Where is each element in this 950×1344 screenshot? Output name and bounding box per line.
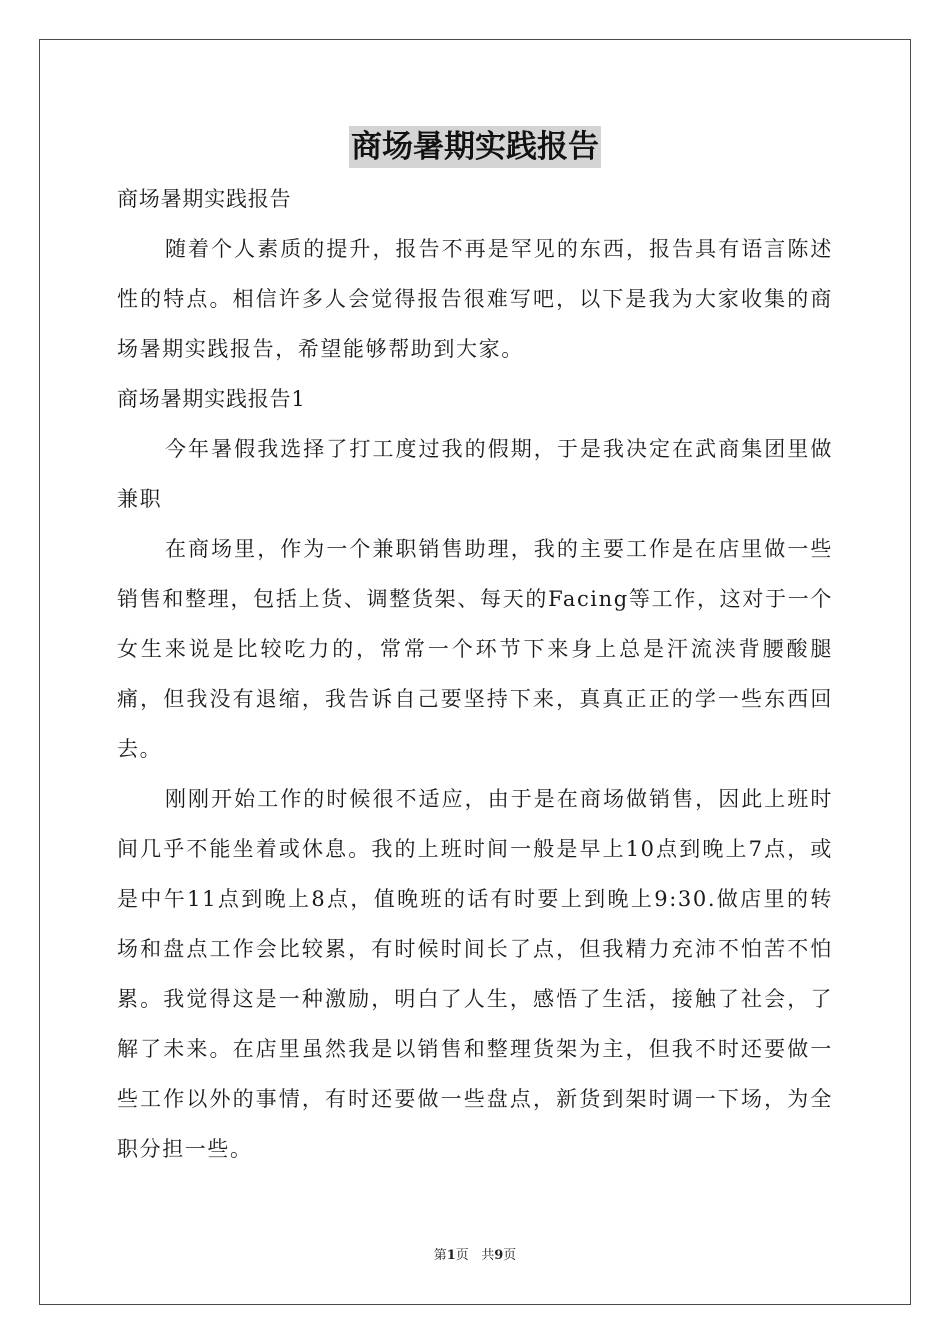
footer-total-suffix: 页 — [503, 1248, 517, 1263]
footer-total-pages: 9 — [494, 1248, 504, 1263]
paragraph-3: 刚刚开始工作的时候很不适应，由于是在商场做销售，因此上班时间几乎不能坐着或休息。我的上班时间一般是早上10点到晚上7点，或是中午11点到晚上8点，值晚班的话有时要上到晚上9:30.做店里的转场和盘点工作会比较累，有时候时间长了点，但我精力充沛不怕苦不怕累。我觉得这是一种激励，明白了人生，感悟了生活，接触了社会，了解了未来。在店里虽然我是以销售和整理货架为主，但我不时还要做一些工作以外的事情，有时还要做一些盘点，新货到架时调一下场，为全职分担一些。 — [117, 787, 833, 1161]
footer-current-page: 1 — [446, 1248, 456, 1263]
document-title: 商场暑期实践报告 — [349, 126, 601, 168]
document-body — [117, 174, 833, 1174]
footer-total-prefix: 共 — [481, 1248, 495, 1263]
page-footer — [0, 1247, 950, 1265]
paragraph-intro: 随着个人素质的提升，报告不再是罕见的东西，报告具有语言陈述性的特点。相信许多人会觉得报告很难写吧，以下是我为大家收集的商场暑期实践报告，希望能够帮助到大家。 — [117, 237, 833, 361]
paragraph-2: 在商场里，作为一个兼职销售助理，我的主要工作是在店里做一些销售和整理，包括上货、调整货架、每天的Facing等工作，这对于一个女生来说是比较吃力的，常常一个环节下来身上总是汗流浃背腰酸腿痛，但我没有退缩，我告诉自己要坚持下来，真真正正的学一些东西回去。 — [117, 537, 833, 761]
section-heading-report-1: 商场暑期实践报告1 — [117, 387, 306, 411]
paragraph-1: 今年暑假我选择了打工度过我的假期，于是我决定在武商集团里做兼职 — [117, 437, 833, 511]
section-heading-intro: 商场暑期实践报告 — [117, 187, 292, 211]
footer-prefix: 第 — [433, 1248, 447, 1263]
footer-page-suffix: 页 — [455, 1248, 469, 1263]
title-container — [0, 126, 950, 168]
